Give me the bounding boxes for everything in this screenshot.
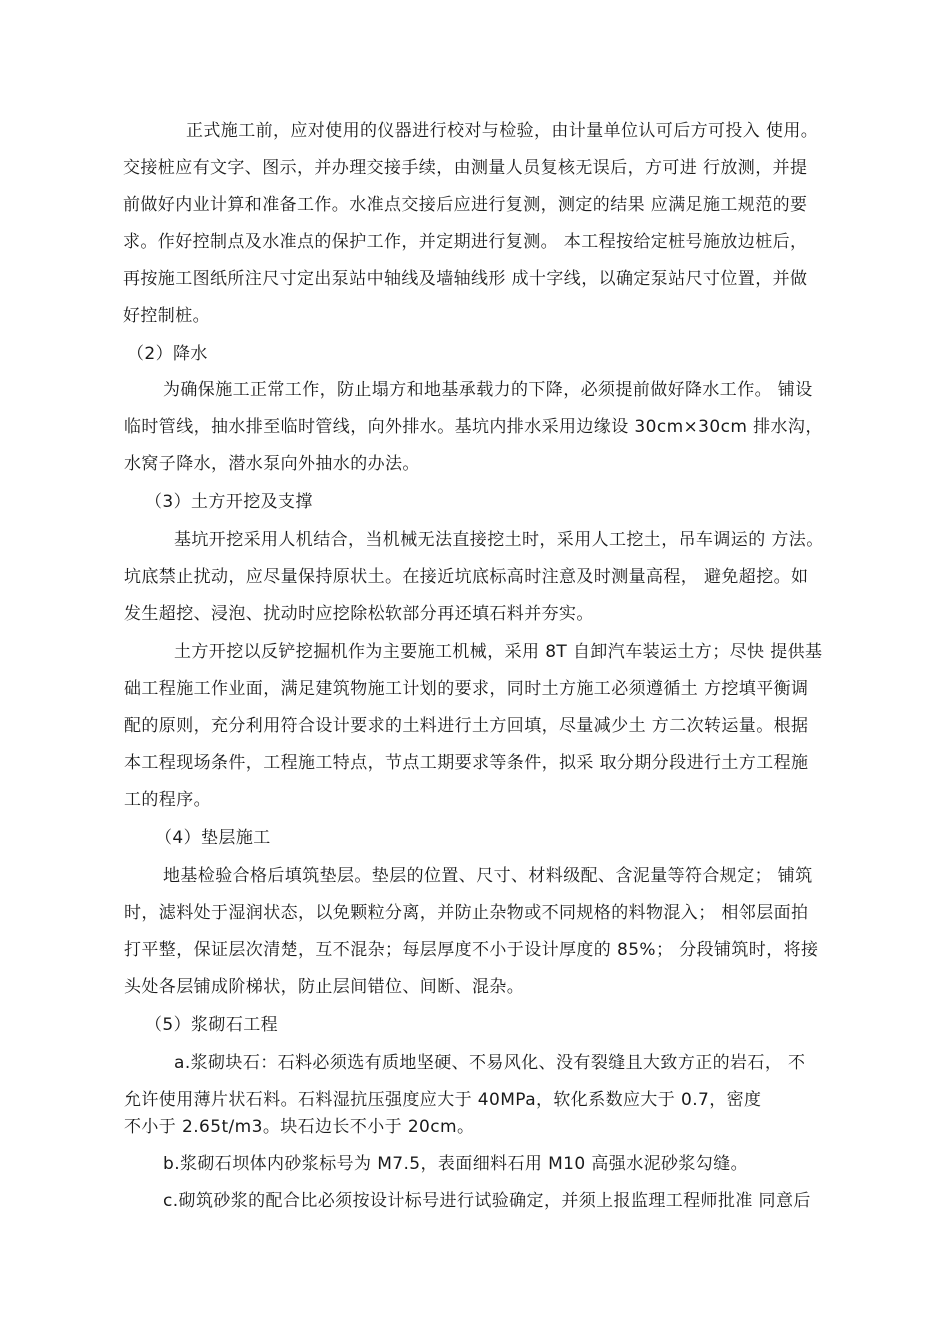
- body-text-line: 水窝子降水，潜水泵向外抽水的办法。: [124, 454, 420, 474]
- body-text-line: c.砌筑砂浆的配合比必须按设计标号进行试验确定，并须上报监理工程师批准 同意后: [163, 1191, 811, 1211]
- body-text-line: 地基检验合格后填筑垫层。垫层的位置、尺寸、材料级配、含泥量等符合规定； 铺筑: [163, 866, 813, 886]
- body-text-line: 础工程施工作业面，满足建筑物施工计划的要求，同时土方施工必须遵循土 方挖填平衡调: [124, 679, 809, 699]
- body-text-line: 基坑开挖采用人机结合，当机械无法直接挖土时，采用人工挖土，吊车调运的 方法。: [174, 530, 824, 550]
- body-text-line: 发生超挖、浸泡、扰动时应挖除松软部分再还填石料并夯实。: [124, 604, 594, 624]
- section-heading: （3）土方开挖及支撑: [145, 492, 313, 512]
- body-text-line: 交接桩应有文字、图示，并办理交接手续，由测量人员复核无误后，方可进 行放测，并提: [123, 158, 808, 178]
- body-text-line: 求。作好控制点及水准点的保护工作，并定期进行复测。 本工程按给定桩号施放边桩后，: [123, 232, 808, 252]
- body-text-line: 坑底禁止扰动，应尽量保持原状土。在接近坑底标高时注意及时测量高程， 避免超挖。如: [124, 567, 809, 587]
- body-text-line: 再按施工图纸所注尺寸定出泵站中轴线及墙轴线形 成十字线，以确定泵站尺寸位置，并做: [123, 269, 808, 289]
- body-text-line: 不小于 2.65t/m3。块石边长不小于 20cm。: [124, 1117, 475, 1137]
- body-text-line: 临时管线，抽水排至临时管线，向外排水。基坑内排水采用边缘设 30cm×30cm 排水沟，: [124, 417, 823, 437]
- body-text-line: 为确保施工正常工作，防止塌方和地基承载力的下降，必须提前做好降水工作。 铺设: [163, 380, 813, 400]
- body-text-line: 正式施工前，应对使用的仪器进行校对与检验，由计量单位认可后方可投入 使用。: [186, 121, 819, 141]
- body-text-line: 前做好内业计算和准备工作。水准点交接后应进行复测，测定的结果 应满足施工规范的要: [123, 195, 808, 215]
- section-heading: （2）降水: [127, 344, 208, 364]
- section-heading: （5）浆砌石工程: [145, 1015, 279, 1035]
- body-text-line: 允许使用薄片状石料。石料湿抗压强度应大于 40MPa，软化系数应大于 0.7，密度: [124, 1090, 762, 1110]
- body-text-line: 工的程序。: [124, 790, 211, 810]
- body-text-line: 时，滤料处于湿润状态，以免颗粒分离，并防止杂物或不同规格的料物混入； 相邻层面拍: [124, 903, 809, 923]
- body-text-line: b.浆砌石坝体内砂浆标号为 M7.5，表面细料石用 M10 高强水泥砂浆勾缝。: [163, 1154, 749, 1174]
- body-text-line: 配的原则，充分利用符合设计要求的土料进行土方回填，尽量减少土 方二次转运量。根据: [124, 716, 809, 736]
- body-text-line: 头处各层铺成阶梯状，防止层间错位、间断、混杂。: [124, 977, 525, 997]
- body-text-line: 土方开挖以反铲挖掘机作为主要施工机械，采用 8T 自卸汽车装运土方；尽快 提供基: [174, 642, 823, 662]
- body-text-line: 打平整，保证层次清楚，互不混杂；每层厚度不小于设计厚度的 85%； 分段铺筑时，将接: [124, 940, 819, 960]
- body-text-line: 本工程现场条件，工程施工特点，节点工期要求等条件，拟采 取分期分段进行土方工程施: [124, 753, 809, 773]
- body-text-line: 好控制桩。: [123, 306, 210, 326]
- body-text-line: a.浆砌块石：石料必须选有质地坚硬、不易风化、没有裂缝且大致方正的岩石， 不: [174, 1053, 806, 1073]
- section-heading: （4）垫层施工: [155, 828, 271, 848]
